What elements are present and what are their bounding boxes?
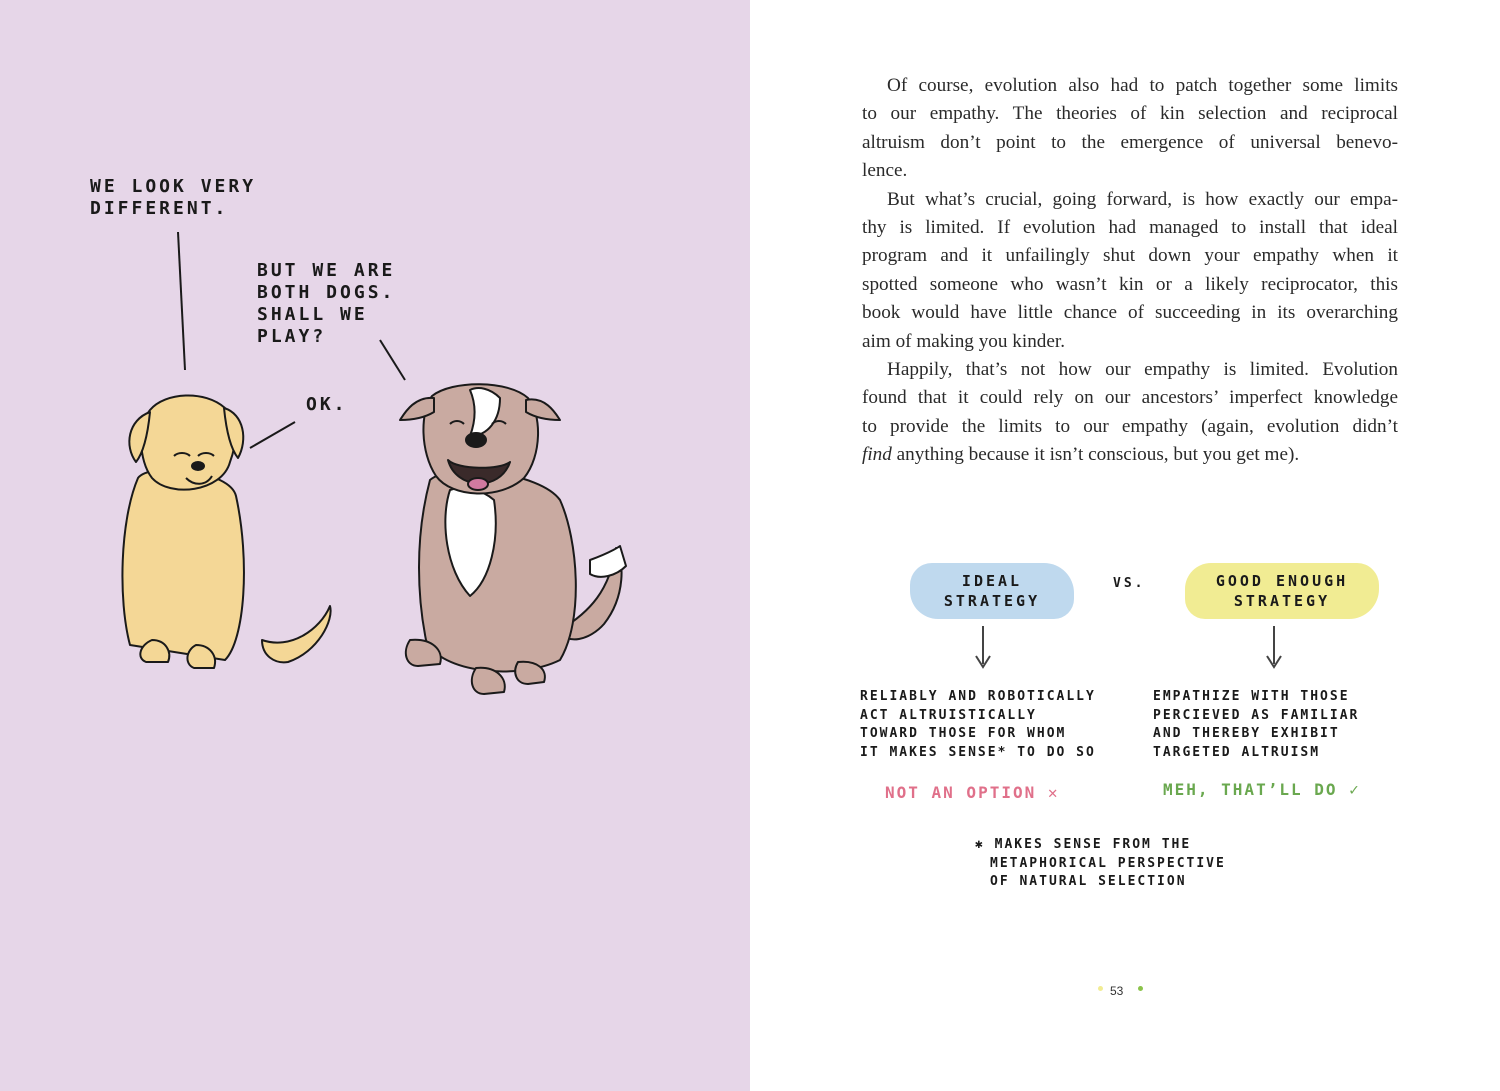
description-line: ACT ALTRUISTICALLY (860, 707, 1037, 723)
pit-speech-line: BUT WE ARE (257, 260, 396, 281)
footnote-line: OF NATURAL SELECTION (990, 874, 1187, 889)
golden-speech-line: DIFFERENT. (90, 198, 229, 219)
text-line-rest: anything because it isn’t conscious, but you get me). (891, 444, 1300, 466)
ideal-strategy-line: STRATEGY (943, 592, 1041, 610)
ideal-strategy-line: IDEAL (961, 572, 1023, 590)
description-line: AND THEREBY EXHIBIT (1153, 726, 1340, 741)
golden-retriever (122, 395, 330, 668)
text-line: But what’s crucial, going forward, is how exactly our empa- (887, 188, 1398, 210)
footnote-line: ✱ MAKES SENSE FROM THE (975, 837, 1192, 852)
vs-label: VS. (1113, 576, 1146, 591)
text-line: to our empathy. The theories of kin selection and reciprocal (862, 103, 1398, 125)
golden-speech-line: WE LOOK VERY (90, 176, 257, 197)
text-line: Of course, evolution also had to patch together some limits (887, 75, 1398, 96)
that-ll-do-verdict: MEH, THAT’LL DO ✓ (1163, 780, 1361, 799)
ok-speech-pointer (250, 422, 295, 448)
description-line: TARGETED ALTRUISM (1153, 744, 1321, 760)
good-enough-line: GOOD ENOUGH (1215, 572, 1349, 590)
ok-speech-line: OK. (306, 394, 348, 415)
good-enough-strategy-label (1185, 563, 1379, 619)
description-line: IT MAKES SENSE* TO DO SO (860, 744, 1096, 760)
pit-speech-line: SHALL WE (257, 304, 368, 325)
good-enough-line: STRATEGY (1233, 592, 1331, 610)
text-line: Happily, that’s not how our empathy is limited. Evolution (887, 359, 1398, 381)
footnote (975, 836, 1226, 892)
page-dot-left (1098, 986, 1103, 991)
pit-speech-line: BOTH DOGS. (257, 282, 396, 303)
pit-bull (400, 384, 626, 694)
pit-speech-pointer (380, 340, 405, 380)
pit-speech-line: PLAY? (257, 326, 327, 347)
page-dot-right (1138, 986, 1143, 991)
text-line: spotted someone who wasn’t kin or a likely reciprocator, this (862, 273, 1398, 295)
text-line: thy is limited. If evolution had managed to install that ideal (862, 217, 1398, 239)
not-an-option-verdict: NOT AN OPTION ✕ (885, 783, 1060, 802)
paragraph-1 (862, 72, 1398, 186)
text-line: lence. (862, 160, 908, 182)
text-line: program and it unfailingly shut down your empathy when it (862, 245, 1398, 267)
text-line: to provide the limits to our empathy (again, evolution didn’t (862, 415, 1398, 437)
text-line: found that it could rely on our ancestors’ imperfect knowledge (862, 387, 1398, 409)
text-line: aim of making you kinder. (862, 330, 1066, 352)
description-line: TOWARD THOSE FOR WHOM (860, 726, 1067, 741)
text-line: book would have little chance of succeeding in its overarching (862, 302, 1398, 324)
description-line: EMPATHIZE WITH THOSE (1153, 689, 1350, 704)
italic-word: find (862, 444, 892, 466)
footnote-line: METAPHORICAL PERSPECTIVE (990, 855, 1226, 871)
ideal-strategy-description (860, 688, 1096, 762)
page-number: 53 (1110, 984, 1124, 998)
paragraph-2 (862, 186, 1398, 356)
ideal-strategy-label (910, 563, 1074, 619)
paragraph-3 (862, 356, 1398, 470)
text-line: altruism don’t point to the emergence of universal benevo- (862, 131, 1398, 153)
description-line: PERCIEVED AS FAMILIAR (1153, 707, 1360, 723)
good-enough-description (1153, 688, 1359, 762)
text-line (862, 441, 1398, 469)
golden-speech-pointer (178, 232, 185, 370)
body-text (862, 72, 1398, 470)
description-line: RELIABLY AND ROBOTICALLY (860, 689, 1096, 704)
